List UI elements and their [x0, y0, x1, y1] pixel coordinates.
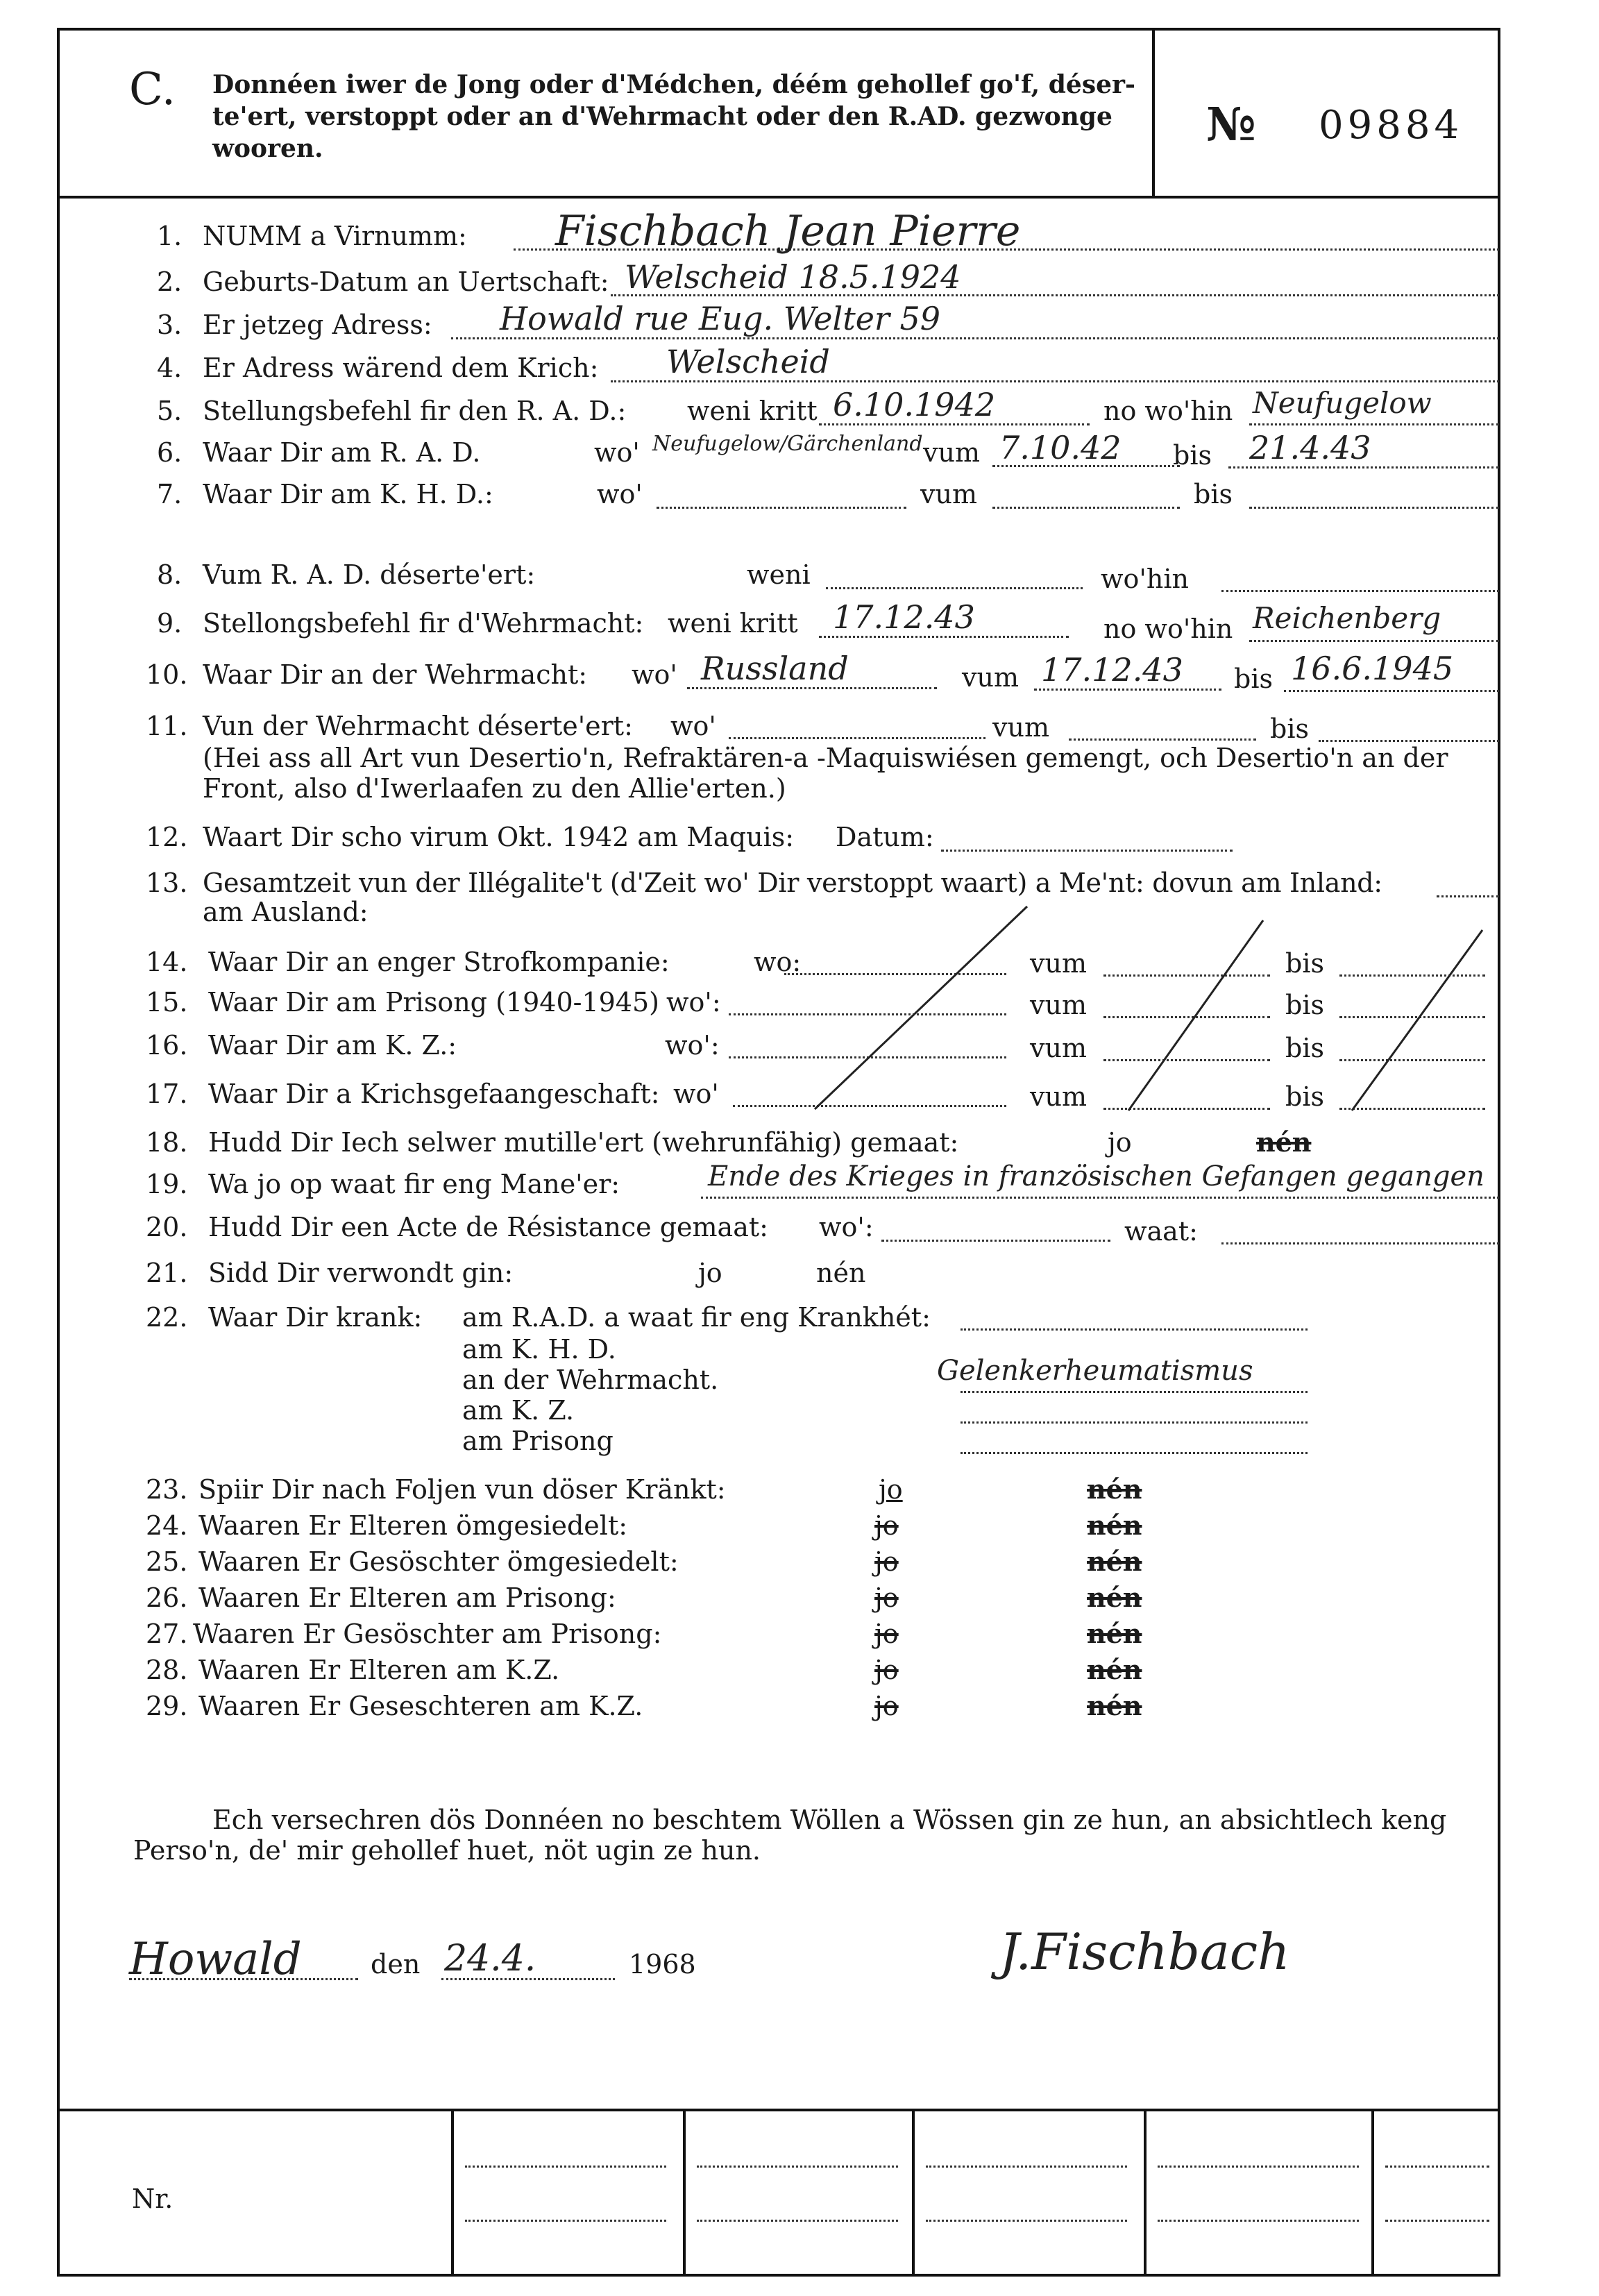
birth-value: Welscheid 18.5.1924 [625, 258, 961, 296]
header-title-line-1: Donnéen iwer de Jong oder d'Médchen, déém gehollef go'f, déser- [212, 70, 1135, 99]
row-number: 17. [146, 1079, 188, 1109]
rad-order-when-label: weni kritt [687, 396, 818, 426]
row-number: 23. [146, 1474, 188, 1505]
prison-where-label: wo': [666, 987, 721, 1018]
prison-from-label: vum [1030, 990, 1087, 1020]
signature-place-line [129, 1978, 358, 1980]
signature-date: 24.4. [444, 1938, 536, 1980]
parents-prison-no: nén [1087, 1582, 1142, 1613]
rad-order-date: 6.10.1942 [833, 386, 996, 423]
footer-divider [912, 2109, 915, 2277]
row-number: 4. [157, 353, 183, 383]
siblings-prison-label: Waaren Er Gesöschter am Prisong: [193, 1619, 662, 1649]
siblings-kz-label: Waaren Er Geseschteren am K.Z. [198, 1691, 643, 1721]
siblings-prison-yes: jo [874, 1619, 899, 1649]
parents-resettled-label: Waaren Er Elteren ömgesiedelt: [198, 1510, 628, 1541]
wehrmacht-desert-from-label: vum [992, 712, 1049, 743]
wehrmacht-to-label: bis [1234, 664, 1273, 694]
wehrmacht-from-label: vum [962, 662, 1019, 693]
rad-order-where-label: no wo'hin [1103, 396, 1233, 426]
parents-resettled-no: nén [1087, 1510, 1142, 1541]
pow-where-label: wo' [673, 1079, 719, 1109]
signature-year: 1968 [629, 1949, 696, 1980]
siblings-resettled-no: nén [1087, 1546, 1142, 1577]
wehrmacht-order-date: 17.12.43 [833, 598, 975, 636]
parents-kz-label: Waaren Er Elteren am K.Z. [198, 1655, 560, 1685]
khd-label: Waar Dir am K. H. D.: [203, 479, 493, 509]
self-mutilation-no: nén [1256, 1126, 1312, 1158]
row-number: 13. [146, 868, 188, 898]
row-number: 9. [157, 608, 183, 639]
row-number: 25. [146, 1546, 188, 1577]
row-number: 5. [157, 396, 183, 426]
rad-desert-when-label: weni [747, 559, 811, 590]
den-label: den [371, 1949, 421, 1980]
penal-company-to-label: bis [1285, 948, 1324, 979]
resistance-label: Hudd Dir een Acte de Résistance gemaat: [208, 1212, 768, 1242]
footer-cell-line [1158, 2166, 1359, 2168]
row-number: 18. [146, 1127, 188, 1158]
maquis-label: Waart Dir scho virum Okt. 1942 am Maquis: [203, 822, 795, 852]
kz-label: Waar Dir am K. Z.: [208, 1030, 457, 1061]
khd-to-label: bis [1194, 479, 1233, 509]
footer-cell-line [1385, 2166, 1489, 2168]
footer-cell-line [1385, 2220, 1489, 2222]
row-number: 10. [146, 659, 188, 690]
footer-divider [683, 2109, 686, 2277]
rad-order-label: Stellungsbefehl fir den R. A. D.: [203, 396, 627, 426]
self-mutilation-yes: jo [1108, 1127, 1132, 1158]
wehrmacht-desert-where-label: wo' [670, 711, 716, 741]
footer-cell-line [1158, 2220, 1359, 2222]
war-address-value: Welscheid [666, 343, 830, 380]
after-effects-no: nén [1087, 1474, 1142, 1505]
wehrmacht-order-when-label: weni kritt [668, 608, 798, 639]
maquis-date-label: Datum: [836, 822, 934, 852]
name-value: Fischbach Jean Pierre [555, 207, 1021, 255]
wehrmacht-order-place: Reichenberg [1253, 601, 1441, 635]
section-letter: C. [129, 64, 176, 115]
footer-cell-line [465, 2220, 666, 2222]
parents-kz-yes: jo [874, 1655, 899, 1685]
self-mutilation-label: Hudd Dir Iech selwer mutille'ert (wehrunfähig) gemaat: [208, 1127, 959, 1158]
row-number: 26. [146, 1582, 188, 1613]
parents-prison-label: Waaren Er Elteren am Prisong: [198, 1582, 616, 1613]
rad-from-label: vum [923, 437, 980, 468]
kz-where-label: wo': [665, 1030, 720, 1061]
illness-khd-label: am K. H. D. [462, 1334, 616, 1365]
after-effects-label: Spiir Dir nach Foljen vun döser Kränkt: [198, 1474, 726, 1505]
penal-company-from-label: vum [1030, 948, 1087, 979]
manner-value: Ende des Krieges in französischen Gefangen gegangen [708, 1160, 1484, 1192]
name-label: NUMM a Virnumm: [203, 221, 467, 251]
rad-order-place: Neufugelow [1253, 386, 1432, 420]
parents-kz-no: nén [1087, 1654, 1142, 1685]
rad-label: Waar Dir am R. A. D. [203, 437, 481, 468]
wehrmacht-place: Russland [701, 650, 849, 687]
row-number: 29. [146, 1691, 188, 1721]
kz-to-label: bis [1285, 1033, 1324, 1063]
footer-cell-line [697, 2220, 898, 2222]
wounded-no: nén [816, 1258, 866, 1288]
declaration-line-2: Perso'n, de' mir gehollef huet, nöt ugin ze hun. [133, 1835, 761, 1866]
footer-divider [451, 2109, 454, 2277]
wehrmacht-desert-to-label: bis [1270, 714, 1309, 744]
illness-rad-label: am R.A.D. a waat fir eng Krankhét: [462, 1302, 931, 1333]
row-number: 6. [157, 437, 183, 468]
rad-place: Neufugelow/Gärchenland [652, 432, 923, 456]
row-number: 7. [157, 479, 183, 509]
siblings-resettled-label: Waaren Er Gesöschter ömgesiedelt: [198, 1546, 679, 1577]
rad-to: 21.4.43 [1249, 429, 1371, 466]
address-label: Er jetzeg Adress: [203, 310, 432, 340]
form-number: 09884 [1319, 103, 1464, 148]
rad-to-label: bis [1173, 440, 1212, 471]
row-number: 21. [146, 1258, 188, 1288]
manner-line [701, 1197, 1499, 1199]
desertion-note-line-2: Front, also d'Iwerlaafen zu den Allie'erten.) [203, 773, 786, 804]
footer-nr-label: Nr. [132, 2184, 174, 2214]
rad-desert-label: Vum R. A. D. déserte'ert: [203, 559, 536, 590]
siblings-kz-yes: jo [874, 1691, 899, 1721]
wehrmacht-to: 16.6.1945 [1291, 650, 1454, 687]
siblings-kz-no: nén [1087, 1690, 1142, 1721]
penal-company-label: Waar Dir an enger Strofkompanie: [208, 947, 670, 977]
row-number: 3. [157, 310, 183, 340]
rad-desert-where-label: wo'hin [1101, 564, 1189, 594]
wehrmacht-desert-label: Vun der Wehrmacht déserte'ert: [203, 711, 633, 741]
illness-label: Waar Dir krank: [208, 1302, 423, 1333]
parents-prison-yes: jo [874, 1582, 899, 1613]
row-number: 2. [157, 267, 183, 297]
row-number: 16. [146, 1030, 188, 1061]
resistance-where-line [881, 1240, 1110, 1242]
illegality-label: Gesamtzeit vun der Illégalite't (d'Zeit wo' Dir verstoppt waart) a Me'nt: dovun am Inland: [203, 868, 1382, 898]
illness-kz-label: am K. Z. [462, 1395, 575, 1426]
war-address-label: Er Adress wärend dem Krich: [203, 353, 599, 383]
illness-wehrmacht-line [961, 1391, 1308, 1393]
wehrmacht-order-label: Stellongsbefehl fir d'Wehrmacht: [203, 608, 644, 639]
row-number: 28. [146, 1655, 188, 1685]
illness-prison-label: am Prisong [462, 1426, 614, 1456]
penal-company-where-label: wo: [754, 947, 802, 977]
row-number: 8. [157, 559, 183, 590]
birth-label: Geburts-Datum an Uertschaft: [203, 267, 609, 297]
kz-from-label: vum [1030, 1033, 1087, 1063]
header-title-line-3: wooren. [212, 134, 323, 163]
wehrmacht-from: 17.12.43 [1041, 651, 1183, 689]
row-number: 22. [146, 1302, 188, 1333]
footer-cell-line [926, 2220, 1127, 2222]
prison-to-label: bis [1285, 990, 1324, 1020]
siblings-prison-no: nén [1087, 1618, 1142, 1649]
manner-label: Wa jo op waat fir eng Mane'er: [208, 1169, 620, 1199]
pow-to-label: bis [1285, 1081, 1324, 1112]
rad-where-label: wo' [594, 437, 640, 468]
prison-label: Waar Dir am Prisong (1940-1945) [208, 987, 659, 1018]
rad-from: 7.10.42 [999, 429, 1122, 466]
wounded-yes: jo [698, 1258, 722, 1288]
resistance-what-label: waat: [1124, 1216, 1198, 1247]
after-effects-yes: jo [879, 1474, 903, 1505]
signature-place: Howald [129, 1934, 302, 1985]
parents-resettled-yes: jo [874, 1510, 899, 1541]
illness-wehrmacht-label: an der Wehrmacht. [462, 1365, 719, 1395]
footer-divider [1371, 2109, 1374, 2277]
resistance-what-line [1221, 1242, 1499, 1244]
address-value: Howald rue Eug. Welter 59 [500, 300, 941, 337]
footer-cell-line [926, 2166, 1127, 2168]
footer-cell-line [465, 2166, 666, 2168]
wehrmacht-label: Waar Dir an der Wehrmacht: [203, 659, 588, 690]
resistance-where-label: wo': [819, 1212, 874, 1242]
illness-kz-line [961, 1421, 1308, 1424]
row-number: 11. [146, 711, 188, 741]
row-number: 12. [146, 822, 188, 852]
row-number: 1. [157, 221, 183, 251]
khd-where-label: wo' [597, 479, 643, 509]
declaration-line-1: Ech versechren dös Donnéen no beschtem Wöllen a Wössen gin ze hun, an absichtlech keng [212, 1805, 1447, 1835]
siblings-resettled-yes: jo [874, 1546, 899, 1577]
row-number: 15. [146, 987, 188, 1018]
pow-label: Waar Dir a Krichsgefaangeschaft: [208, 1079, 660, 1109]
wehrmacht-where-label: wo' [632, 659, 677, 690]
row-number: 27. [146, 1619, 188, 1649]
number-sign: № [1206, 97, 1256, 151]
footer-top-rule [57, 2109, 1500, 2111]
desertion-note-line-1: (Hei ass all Art vun Desertio'n, Refraktären-a -Maquiswiésen gemengt, och Desertio'n an der [203, 743, 1448, 773]
wounded-label: Sidd Dir verwondt gin: [208, 1258, 514, 1288]
row-number: 19. [146, 1169, 188, 1199]
pow-from-label: vum [1030, 1081, 1087, 1112]
footer-cell-line [697, 2166, 898, 2168]
illness-prison-line [961, 1452, 1308, 1454]
illness-value: Gelenkerheumatismus [937, 1355, 1253, 1387]
row-number: 20. [146, 1212, 188, 1242]
footer-divider [1144, 2109, 1147, 2277]
illegality-abroad-label: am Ausland: [203, 897, 369, 927]
row-number: 24. [146, 1510, 188, 1541]
wehrmacht-order-where-label: no wo'hin [1103, 614, 1233, 644]
illness-rad-line [961, 1328, 1308, 1331]
khd-from-label: vum [920, 479, 977, 509]
handwritten-signature: J.Fischbach [999, 1923, 1290, 1981]
row-number: 14. [146, 947, 188, 977]
header-title-line-2: te'ert, verstoppt oder an d'Wehrmacht oder den R.AD. gezwonge [212, 102, 1112, 131]
